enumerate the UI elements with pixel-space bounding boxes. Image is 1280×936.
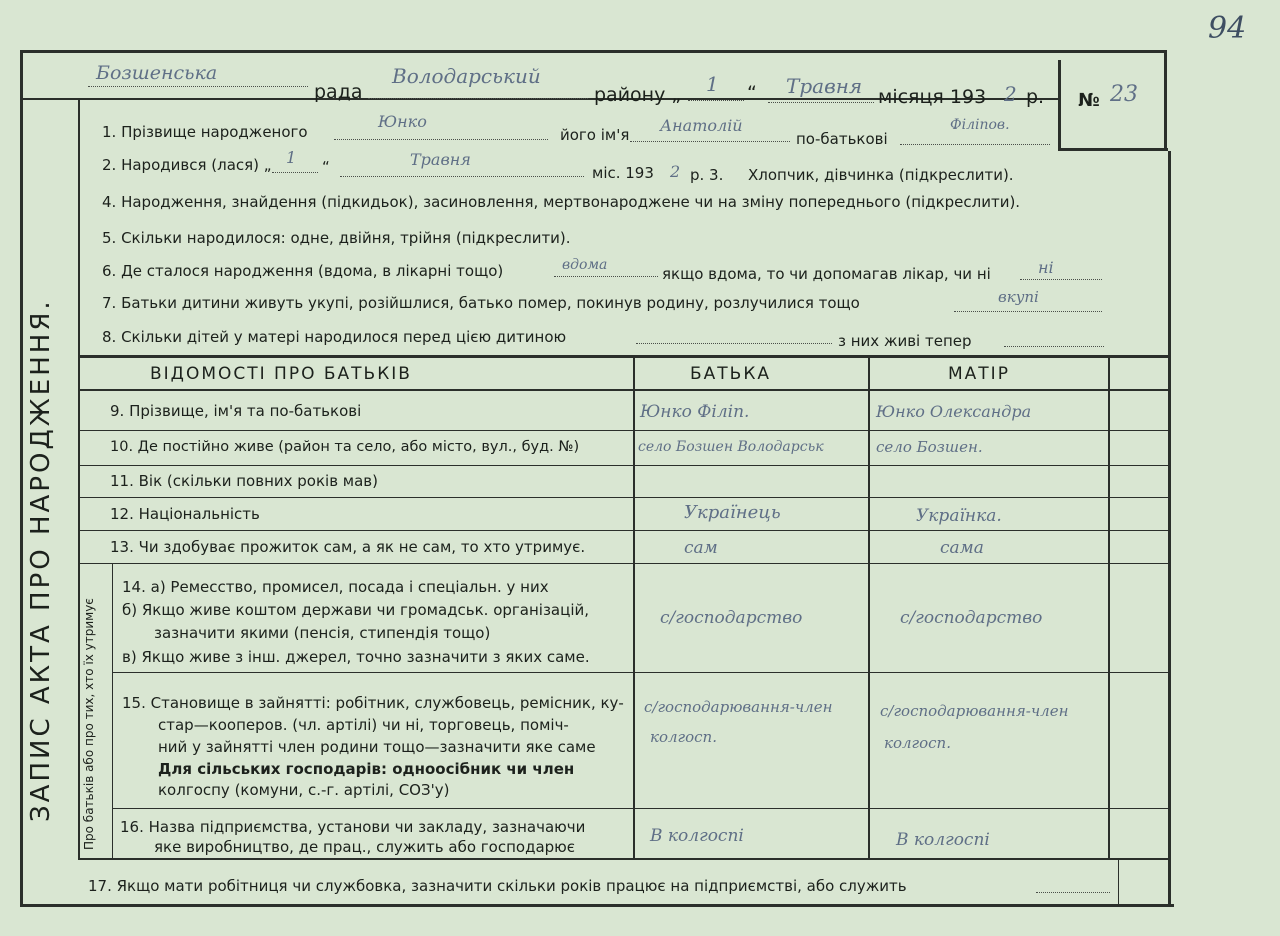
q6-label: 6. Де сталося народження (вдома, в лікарні тощо) — [102, 262, 504, 280]
q2-year-hw: 2 — [670, 162, 681, 181]
q2-quote: “ — [322, 158, 330, 176]
row12-label: 12. Національність — [110, 505, 260, 523]
q1-label: 1. Прізвище народженого — [102, 123, 308, 141]
year-suffix: р. — [1026, 86, 1045, 108]
row16-l2: яке виробництво, де прац., служить або господарює — [154, 838, 576, 856]
row16-mother-hw: В колгоспі — [896, 830, 990, 850]
row15-mother-hw1: с/господарювання-член — [880, 702, 1069, 720]
q1-name-label: його ім'я — [560, 126, 630, 144]
row16-l1: 16. Назва підприємства, установи чи закладу, зазначаючи — [120, 818, 586, 836]
record-number-label: № — [1078, 90, 1100, 111]
row15-father-hw2: колгосп. — [650, 728, 717, 746]
quote-mark: “ — [747, 82, 757, 104]
row15-l5: колгоспу (комуни, с.-г. артілі, СОЗ'у) — [158, 781, 450, 799]
row14-mother-hw: с/господарство — [900, 608, 1043, 628]
q8-label: 8. Скільки дітей у матері народилося перед цією дитиною — [102, 328, 567, 346]
row9-label: 9. Прізвище, ім'я та по-батькові — [110, 402, 362, 420]
raion-label: району „ — [594, 84, 682, 106]
q8-mid: з них живі тепер — [838, 332, 972, 350]
table-header-info: ВІДОМОСТІ ПРО БАТЬКІВ — [150, 364, 412, 384]
row10-father-hw: село Бозшен Володарськ — [638, 439, 824, 455]
row12-father-hw: Українець — [684, 502, 781, 523]
row13-label: 13. Чи здобуває прожиток сам, а як не сам, то хто утримує. — [110, 538, 586, 556]
q6-mid: якщо вдома, то чи допомагав лікар, чи ні — [662, 265, 991, 283]
row15-father-hw1: с/господарювання-член — [644, 698, 833, 716]
q5-text: 5. Скільки народилося: одне, двійня, трійня (підкреслити). — [102, 229, 571, 247]
q2-label: 2. Народився (лася) „ — [102, 156, 272, 174]
row10-label: 10. Де постійно живе (район та село, або місто, вул., буд. №) — [110, 439, 580, 455]
row11-label: 11. Вік (скільки повних років мав) — [110, 472, 379, 490]
row10-mother-hw: село Бозшен. — [876, 438, 983, 456]
q1-patronymic-label: по-батькові — [796, 130, 888, 148]
month-label: місяця 193 — [878, 86, 987, 108]
row15-l2: стар—кооперов. (чл. артілі) чи ні, торговець, поміч- — [158, 716, 569, 734]
q2-month-hw: Травня — [410, 150, 471, 169]
row14-b2: зазначити якими (пенсія, стипендія тощо) — [154, 624, 491, 642]
q2-day-hw: 1 — [286, 148, 297, 167]
row14-father-hw: с/господарство — [660, 608, 803, 628]
q2-suffix: міс. 193 — [592, 164, 654, 182]
rada-handwriting: Бозшенська — [96, 62, 218, 84]
q2-suffix2: р. 3. — [690, 166, 724, 184]
page-number: 94 — [1208, 11, 1247, 46]
q7-answer-hw: вкупі — [998, 288, 1039, 306]
row13-mother-hw: сама — [940, 538, 984, 558]
row15-l1: 15. Становище в зайнятті: робітник, службовець, ремісник, ку- — [122, 694, 624, 712]
q1-surname-hw: Юнко — [378, 112, 427, 131]
row14-a: 14. а) Ремесство, промисел, посада і спеціальн. у них — [122, 578, 549, 596]
q7-label: 7. Батьки дитини живуть укупі, розійшлися, батько помер, покинув родину, розлучилися тощо — [102, 294, 860, 312]
table-header-father: БАТЬКА — [690, 364, 772, 384]
day-handwriting: 1 — [706, 72, 719, 96]
row14-c: в) Якщо живе з інш. джерел, точно зазначити з яких саме. — [122, 648, 590, 666]
q6-where-hw: вдома — [562, 257, 608, 273]
year-digit-handwriting: 2 — [1004, 82, 1017, 106]
side-title: ЗАПИС АКТА ПРО НАРОДЖЕННЯ. — [26, 298, 56, 822]
row14-b1: б) Якщо живе коштом держави чи громадськ. організацій, — [122, 601, 589, 619]
raion-handwriting: Володарський — [392, 64, 541, 88]
side-note-line: Про батьків або про тих, хто їх утримує — [82, 598, 96, 850]
row15-l4: Для сільських господарів: одноосібник чи член — [158, 760, 575, 778]
row12-mother-hw: Українка. — [916, 506, 1002, 526]
row15-mother-hw2: колгосп. — [884, 734, 951, 752]
q1-name-hw: Анатолій — [660, 116, 743, 135]
table-header-mother: МАТІР — [948, 364, 1010, 384]
row16-father-hw: В колгоспі — [650, 826, 744, 846]
q17-text: 17. Якщо мати робітниця чи службовка, зазначити скільки років працює на підприємстві, або служить — [88, 877, 907, 895]
month-handwriting: Травня — [786, 74, 863, 98]
q4-text: 4. Народження, знайдення (підкидьок), засиновлення, мертвонароджене чи на зміну попереднього (підкреслити). — [102, 193, 1021, 211]
row15-l3: ний у зайнятті член родини тощо—зазначити яке саме — [158, 738, 596, 756]
rada-label: рада — [314, 81, 363, 103]
q1-patronymic-hw: Філіпов. — [950, 117, 1010, 133]
q6-answer-hw: ні — [1038, 258, 1054, 277]
row13-father-hw: сам — [684, 538, 718, 558]
record-number-value: 23 — [1110, 82, 1138, 107]
row9-father-hw: Юнко Філіп. — [640, 402, 750, 422]
row9-mother-hw: Юнко Олександра — [876, 402, 1032, 421]
q3-gender: Хлопчик, дівчинка (підкреслити). — [748, 166, 1014, 184]
